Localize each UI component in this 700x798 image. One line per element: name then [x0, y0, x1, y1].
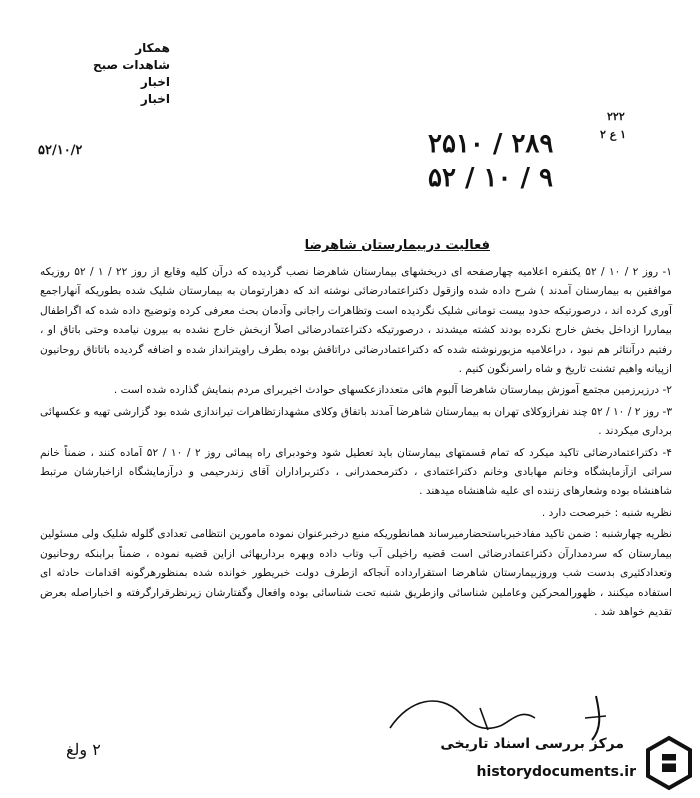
- document-body: [40, 263, 672, 624]
- distribution-list: [30, 40, 170, 108]
- body-paragraph: نظریه شنبه : خبرصحت دارد .: [541, 506, 672, 519]
- reference-date-number: ۵۲ / ۱۰ / ۹: [428, 163, 554, 193]
- archive-watermark: [432, 730, 700, 798]
- body-paragraph: ۴- دکتراعتمادرضائی تاکید میکرد که تمام قسمتهای بیمارستان باید تعطیل شود وخودبرای راه پیمائی روز ۲ / ۱۰ / ۵۲ آماده کنند ، ضمناً خانم سراتی ازآزمایشگاه وخانم مهابادی وخانم دکتراعتمادی ، دکترمحمدرانی ، دکتربراداران آقای زندرحیمی و درآزمایشگاه ازاخبارشان مرتبط شاهنشاه بوده وشعارهای زننده ای علیه شاهنشاه میدهند .: [40, 446, 672, 498]
- body-paragraph: ۱- روز ۲ / ۱۰ / ۵۲ یکنفره اعلامیه چهارصفحه ای دربخشهای بیمارستان شاهرضا نصب گردیده که درآن کلیه وقایع از روز ۲۲ / ۱ / ۵۲ روزیکه موافقین به بیمارستان آمدند ) شرح داده شده وازقول دکتراعتمادرضائی نوشته اند که دهزارتومان به بیمارستان شلیک شده بطوریکه آنهاراجمع آوری کرده اند ، درصورتیکه حدود بیست تومانی شلیک نگردیده است وتظاهرات راجانی وآدمان بحث معرفی کرده وتوضیح داده شده که اگراطفال بیماررا ازداخل بخش خارج نکرده بودند کشته میشدند ، درصورتیکه دکتراعتمادرضائی اصلاً ازبخش خارج نشده به بیرون نیامده وحتی باتاق او ، رفتیم درآنتاثر هم نبود ، دراعلامیه مزبورنوشته شده که دکتراعتمادرضائی دراتاقش بوده بطرف راویترانداز شده و اضافه گردیده باتاتاق روحانیون ازپیانه واهیم تشنت تاریخ و شاه راسرنگون کنیم .: [40, 266, 672, 376]
- body-paragraph: ۲- درزیرزمین مجتمع آموزش بیمارستان شاهرضا آلبوم هائی متعددازعکسهای حوادث اخیربرای مردم بنمایش گذارده شده است .: [113, 384, 672, 397]
- distribution-item: همکار: [135, 41, 170, 55]
- body-paragraph: نظریه چهارشنبه : ضمن تاکید مفادخبرباستحضارمیرساند همانطوریکه منبع درخبرعنوان نموده مامورین انتظامی تعدادی گلوله شلیک ولی مسئولین بیمارستان که سردمدارآن دکتراعتمادرضائی است قضیه راخیلی آب وتاب داده وبهره برداریهائی ازاین قضیه نموده ، ضمناً برابنکه روحانیون وتعدادکثیری بدست شب وروزبیمارستان شاهرضا استقرارداده آنجاکه ازطرف دولت خبریطور خوانده شده بمنظورهرگونه اقدامات حادثه ای استفاده میکنند ، ظهورالمحرکین وعاملین شناسائی وازطریق شنبه تحت شناسائی بوده وافعال وگفتارشان زیرنظرقرارگرفته و اخباراصله بعرض تقدیم خواهد شد .: [40, 528, 672, 618]
- distribution-item: اخبار: [140, 75, 170, 89]
- code-line: ۱ ع ۲: [600, 128, 627, 141]
- document-date: ۵۲/۱۰/۲: [38, 143, 83, 158]
- archive-logo-icon: [644, 734, 694, 792]
- body-paragraph: ۳- روز ۲ / ۱۰ / ۵۲ چند نفرازوکلای تهران به بیمارستان شاهرضا آمدند باتفاق وکلای مشهدازتظاهرات تیراندازی شده بود گزارشی تهیه و عکسهائی برداری میکردند .: [40, 405, 673, 438]
- watermark-url: historydocuments.ir: [476, 764, 636, 780]
- distribution-item: اخبار: [140, 92, 170, 106]
- distribution-item: شاهدات صبح: [92, 58, 170, 72]
- page-note: ۲ ولغ: [66, 740, 101, 759]
- document-title: فعالیت دربیمارستان شاهرضا: [304, 238, 490, 253]
- code-line: ۲۲۲: [607, 110, 625, 123]
- reference-number: ۲۵۱۰ / ۲۸۹: [428, 129, 554, 159]
- watermark-title: مرکز بررسی اسناد تاریخی: [440, 736, 624, 752]
